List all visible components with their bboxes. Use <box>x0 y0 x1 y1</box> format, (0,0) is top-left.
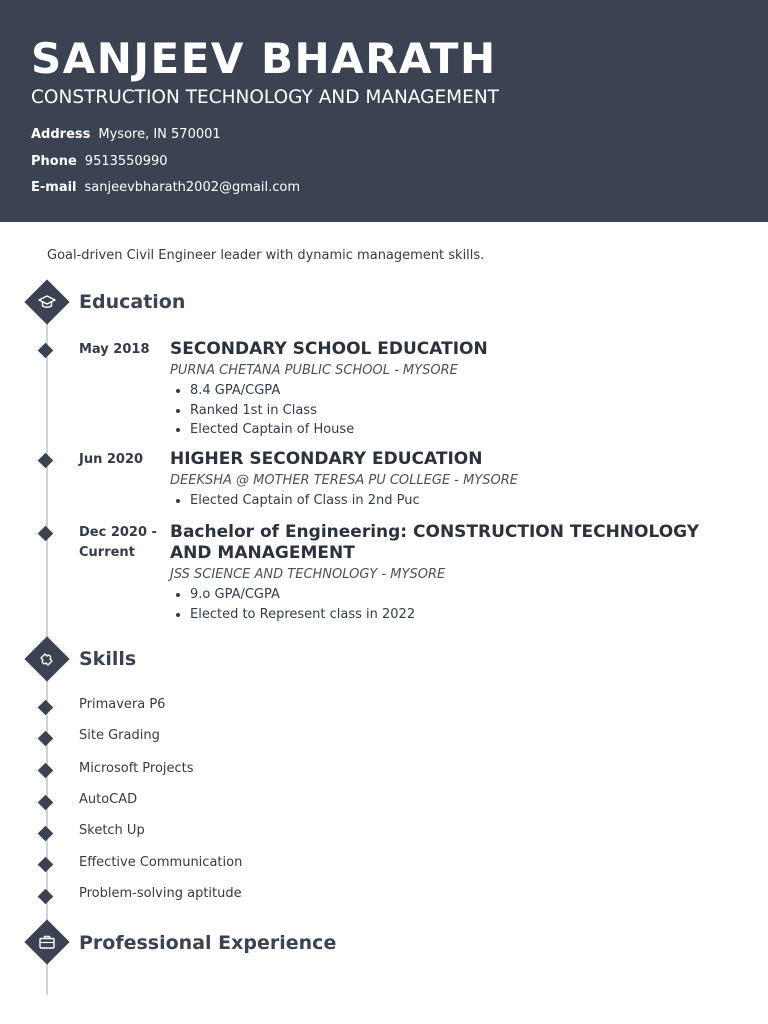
contact-address <box>31 127 221 142</box>
section-title-education: Education <box>79 291 186 313</box>
contact-value: Mysore, IN 570001 <box>98 127 221 142</box>
skill-item: Effective Communication <box>79 855 243 870</box>
entry-institution: DEEKSHA @ MOTHER TERESA PU COLLEGE - MYSORE <box>170 473 518 488</box>
list-item: • 9.o GPA/CGPA <box>190 585 730 605</box>
timeline-dot <box>38 795 54 811</box>
skill-item: Problem-solving aptitude <box>79 886 242 901</box>
contact-phone <box>31 154 168 169</box>
skill-item: AutoCAD <box>79 792 138 807</box>
candidate-title: CONSTRUCTION TECHNOLOGY AND MANAGEMENT <box>31 87 499 108</box>
candidate-name: SANJEEV BHARATH <box>31 34 497 83</box>
skill-item: Microsoft Projects <box>79 761 194 776</box>
entry-bullets <box>170 381 730 440</box>
entry-date: Jun 2020 <box>79 452 144 467</box>
contact-label: Address <box>31 127 91 142</box>
contact-value: sanjeevbharath2002@gmail.com <box>84 180 300 195</box>
entry-bullets <box>170 585 730 624</box>
timeline-dot <box>38 343 54 359</box>
summary-text: Goal-driven Civil Engineer leader with dynamic management skills. <box>47 248 485 263</box>
section-title-experience: Professional Experience <box>79 932 337 954</box>
timeline-dot <box>38 731 54 747</box>
puzzle-icon <box>31 643 63 675</box>
timeline-dot <box>38 763 54 779</box>
contact-value: 9513550990 <box>84 154 168 169</box>
entry-date: May 2018 <box>79 342 150 357</box>
entry-institution: PURNA CHETANA PUBLIC SCHOOL - MYSORE <box>170 363 458 378</box>
list-item: • 8.4 GPA/CGPA <box>190 381 730 401</box>
skill-item: Primavera P6 <box>79 697 166 712</box>
timeline-dot <box>38 857 54 873</box>
entry-title: SECONDARY SCHOOL EDUCATION <box>170 339 488 359</box>
list-item: • Ranked 1st in Class <box>190 401 730 421</box>
entry-date: Dec 2020 - Current <box>79 525 157 560</box>
education-entry <box>170 339 730 440</box>
contact-label: Phone <box>31 154 77 169</box>
list-item: • Elected Captain of House <box>190 420 730 440</box>
timeline-dot <box>38 700 54 716</box>
entry-title: HIGHER SECONDARY EDUCATION <box>170 449 483 469</box>
education-entry <box>170 449 730 511</box>
entry-bullets <box>170 491 730 511</box>
resume-header <box>0 0 768 222</box>
timeline-dot <box>38 826 54 842</box>
timeline-dot <box>38 889 54 905</box>
briefcase-icon <box>31 926 63 958</box>
section-title-skills: Skills <box>79 648 137 670</box>
list-item: • Elected to Represent class in 2022 <box>190 605 730 625</box>
skill-item: Site Grading <box>79 728 160 743</box>
entry-institution: JSS SCIENCE AND TECHNOLOGY - MYSORE <box>170 567 446 582</box>
timeline-dot <box>38 453 54 469</box>
list-item: • Elected Captain of Class in 2nd Puc <box>190 491 730 511</box>
entry-title: Bachelor of Engineering: CONSTRUCTION TECHNOLOGY AND MANAGEMENT <box>170 522 700 563</box>
contact-label: E-mail <box>31 180 77 195</box>
timeline-dot <box>38 526 54 542</box>
education-entry <box>170 522 730 624</box>
contact-email <box>31 180 300 195</box>
graduation-cap-icon <box>31 286 63 318</box>
skill-item: Sketch Up <box>79 823 145 838</box>
